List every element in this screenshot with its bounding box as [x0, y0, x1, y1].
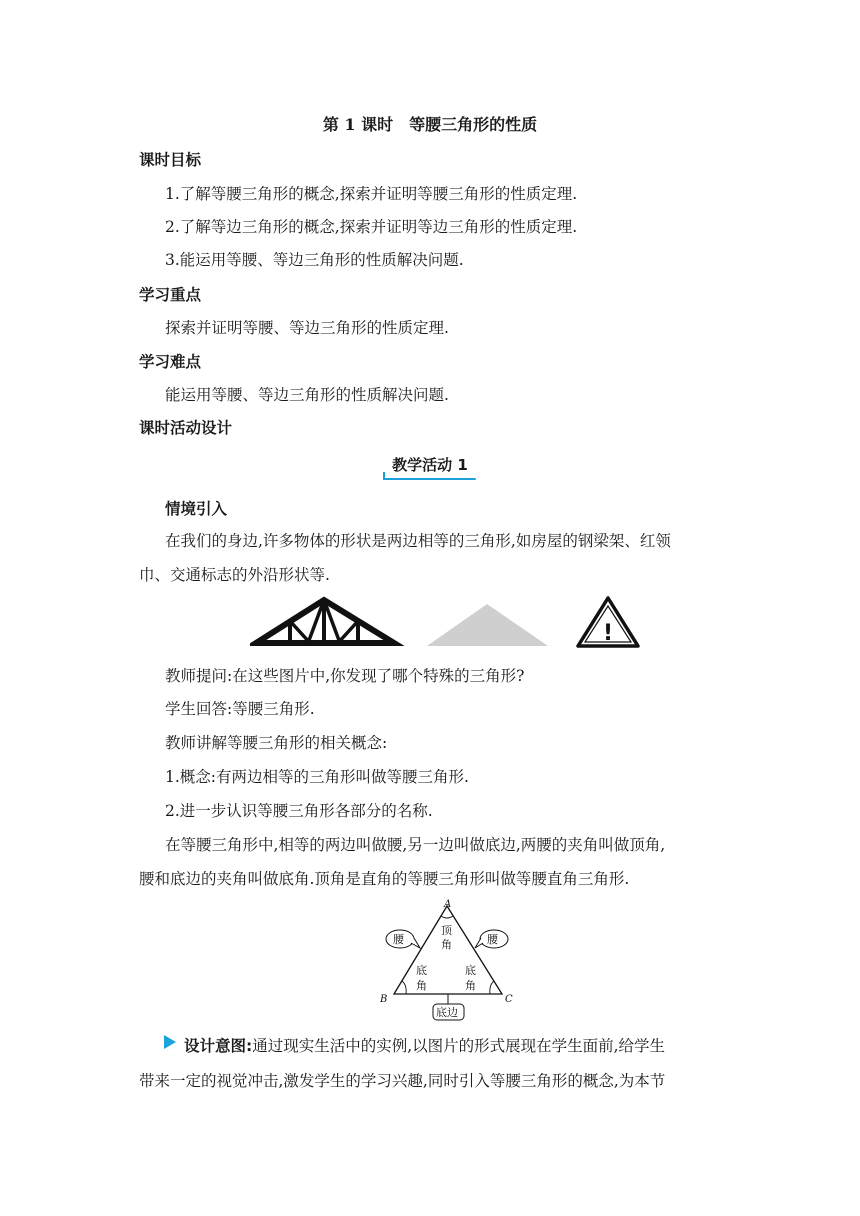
difficulties-heading: 学习难点 [139, 353, 202, 371]
base-angle-right-1: 底 [465, 964, 476, 977]
objective-item-3: 3.能运用等腰、等边三角形的性质解决问题. [165, 251, 464, 269]
vertex-c-label: C [505, 994, 513, 1005]
left-leg-label: 腰 [393, 933, 404, 946]
example-pictures [250, 593, 650, 653]
key-points-heading: 学习重点 [139, 286, 202, 304]
intro-line-2: 巾、交通标志的外沿形状等. [139, 566, 330, 584]
key-points-text: 探索并证明等腰、等边三角形的性质定理. [165, 319, 449, 337]
difficulties-text: 能运用等腰、等边三角形的性质解决问题. [165, 386, 449, 404]
isosceles-triangle-diagram [380, 895, 520, 1025]
concept-2: 2.进一步认识等腰三角形各部分的名称. [165, 802, 433, 820]
objective-item-1: 1.了解等腰三角形的概念,探索并证明等腰三角形的性质定理. [165, 185, 578, 203]
intent-text-1: 通过现实生活中的实例,以图片的形式展现在学生面前,给学生 [252, 1037, 666, 1055]
definition-line-2: 腰和底边的夹角叫做底角.顶角是直角的等腰三角形叫做等腰直角三角形. [139, 870, 630, 888]
warning-sign-image [578, 598, 638, 646]
teacher-explain: 教师讲解等腰三角形的相关概念: [165, 734, 388, 752]
vertex-b-label: B [380, 994, 388, 1005]
base-angle-left-1: 底 [416, 964, 427, 977]
red-scarf-image [427, 604, 548, 646]
activity-underline-tick [383, 472, 385, 480]
base-label: 底边 [436, 1006, 458, 1019]
activity-title: 教学活动 1 [392, 456, 468, 474]
design-heading: 课时活动设计 [139, 419, 233, 437]
objective-item-2: 2.了解等边三角形的概念,探索并证明等边三角形的性质定理. [165, 218, 578, 236]
right-leg-label: 腰 [487, 933, 498, 946]
objectives-heading: 课时目标 [139, 151, 202, 169]
intent-label: 设计意图: [184, 1037, 253, 1055]
base-angle-right-2: 角 [465, 979, 476, 992]
apex-angle-label-2: 角 [441, 938, 452, 951]
concept-1: 1.概念:有两边相等的三角形叫做等腰三角形. [165, 768, 469, 786]
roof-truss-image [256, 600, 394, 643]
intent-marker-icon [164, 1035, 176, 1049]
base-angle-left-2: 角 [416, 979, 427, 992]
definition-line-1: 在等腰三角形中,相等的两边叫做腰,另一边叫做底边,两腰的夹角叫做顶角, [165, 836, 666, 854]
scenario-heading: 情境引入 [165, 500, 228, 518]
vertex-a-label: A [444, 899, 452, 910]
page-title: 第 1 课时 等腰三角形的性质 [322, 115, 538, 134]
intent-line-1 [184, 1034, 665, 1056]
teacher-question: 教师提问:在这些图片中,你发现了哪个特殊的三角形? [165, 667, 525, 685]
intent-line-2: 带来一定的视觉冲击,激发学生的学习兴趣,同时引入等腰三角形的概念,为本节 [139, 1072, 666, 1090]
intro-line-1: 在我们的身边,许多物体的形状是两边相等的三角形,如房屋的钢梁架、红领 [165, 532, 671, 550]
svg-text:!: ! [602, 621, 614, 646]
student-answer: 学生回答:等腰三角形. [165, 700, 315, 718]
apex-angle-label-1: 顶 [441, 924, 452, 937]
activity-underline [384, 478, 476, 480]
